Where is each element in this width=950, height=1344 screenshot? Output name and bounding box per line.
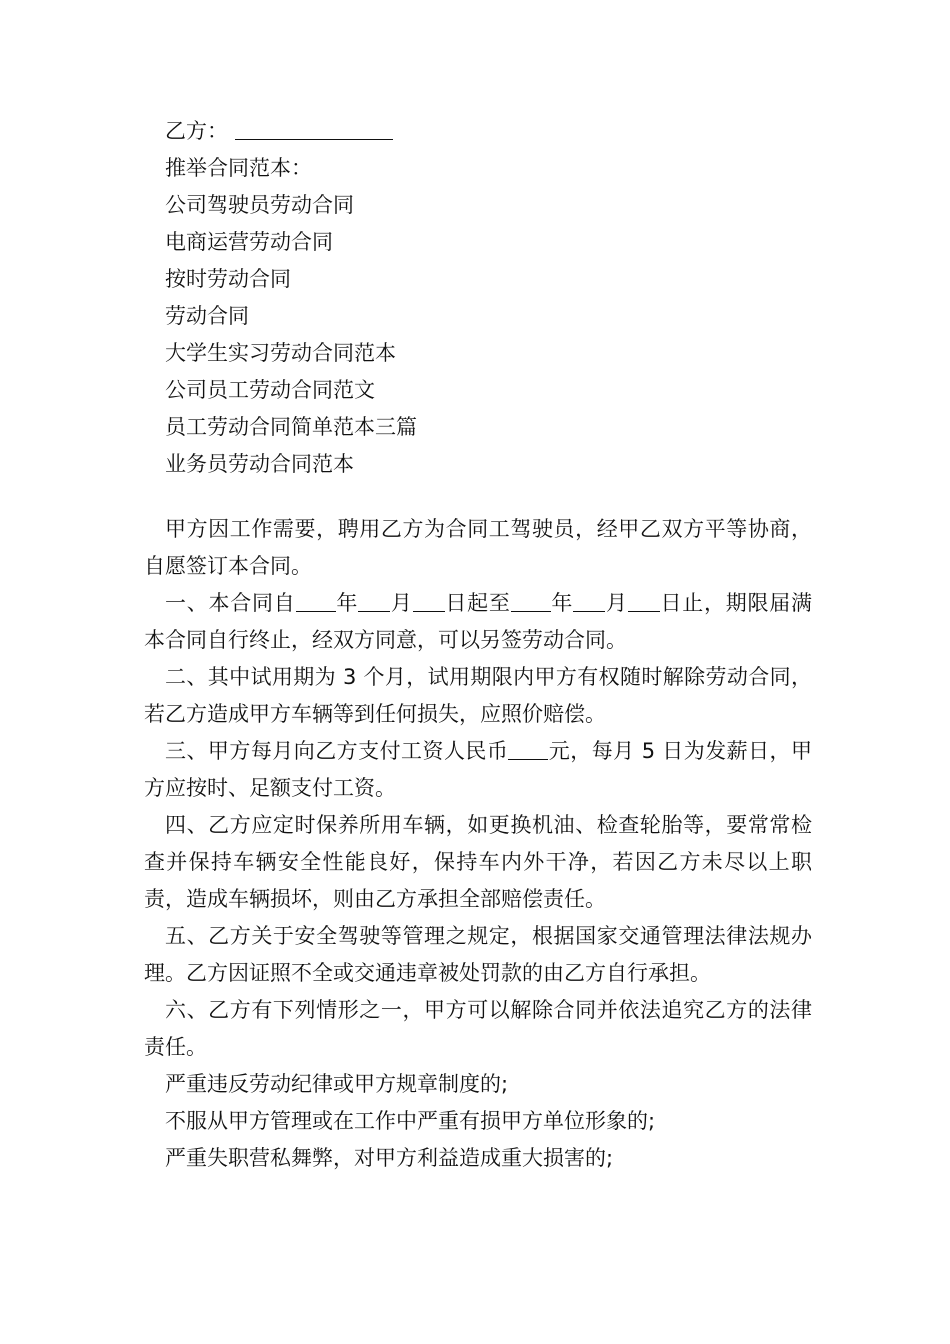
day-blank (628, 589, 660, 612)
day-blank (413, 589, 445, 612)
clause-4: 四、乙方应定时保养所用车辆，如更换机油、检查轮胎等，要常常检查并保持车辆安全性能良好，保持车内外干净，若因乙方未尽以上职责，造成车辆损坏，则由乙方承担全部赔偿责任。 (144, 813, 812, 911)
clause-3 (144, 733, 812, 807)
party-b-blank (235, 117, 393, 140)
termination-item: 严重违反劳动纪律或甲方规章制度的; (165, 1072, 509, 1096)
recommended-item[interactable]: 公司驾驶员劳动合同 (165, 193, 354, 217)
clause-6: 六、乙方有下列情形之一，甲方可以解除合同并依法追究乙方的法律责任。 (144, 998, 812, 1059)
party-b-line (144, 113, 812, 150)
clause-1-text: 月 (605, 591, 628, 615)
section-spacer (144, 483, 812, 511)
termination-item: 不服从甲方管理或在工作中严重有损甲方单位形象的; (165, 1109, 656, 1133)
recommended-item[interactable]: 电商运营劳动合同 (165, 230, 333, 254)
clause-1-text: 年 (550, 591, 574, 615)
clause-1-text: 一、本合同自 (165, 591, 296, 615)
intro-paragraph: 甲方因工作需要，聘用乙方为合同工驾驶员，经甲乙双方平等协商，自愿签订本合同。 (144, 517, 812, 578)
clause-1-text: 日止，期限届满本合同自行终止，经双方同意，可以另签劳动合同。 (144, 591, 813, 652)
month-blank (358, 589, 390, 612)
recommended-item[interactable]: 劳动合同 (165, 304, 249, 328)
recommended-item[interactable]: 业务员劳动合同范本 (165, 452, 354, 476)
year-blank (296, 589, 336, 612)
clause-1-text: 年 (335, 591, 359, 615)
document-content (144, 113, 812, 1177)
termination-item: 严重失职营私舞弊，对甲方利益造成重大损害的; (165, 1146, 614, 1170)
year-blank (511, 589, 551, 612)
recommended-heading: 推举合同范本： (165, 156, 312, 180)
recommended-item[interactable]: 公司员工劳动合同范文 (165, 378, 375, 402)
clause-5: 五、乙方关于安全驾驶等管理之规定，根据国家交通管理法律法规办理。乙方因证照不全或交通违章被处罚款的由乙方自行承担。 (144, 924, 812, 985)
clause-1-text: 月 (390, 591, 413, 615)
party-b-label: 乙方： (165, 119, 228, 143)
clause-1-text: 日起至 (444, 591, 511, 615)
clause-3-text: 三、甲方每月向乙方支付工资人民币 (165, 739, 509, 763)
recommended-item[interactable]: 员工劳动合同简单范本三篇 (165, 415, 417, 439)
recommended-item[interactable]: 大学生实习劳动合同范本 (165, 341, 396, 365)
clause-1 (144, 585, 812, 659)
recommended-item[interactable]: 按时劳动合同 (165, 267, 291, 291)
salary-blank (508, 737, 548, 760)
clause-2: 二、其中试用期为 3 个月，试用期限内甲方有权随时解除劳动合同，若乙方造成甲方车辆等到任何损失，应照价赔偿。 (144, 665, 812, 726)
clause-3-text: 元，每月 5 日为发薪日，甲方应按时、足额支付工资。 (144, 739, 812, 800)
month-blank (573, 589, 605, 612)
